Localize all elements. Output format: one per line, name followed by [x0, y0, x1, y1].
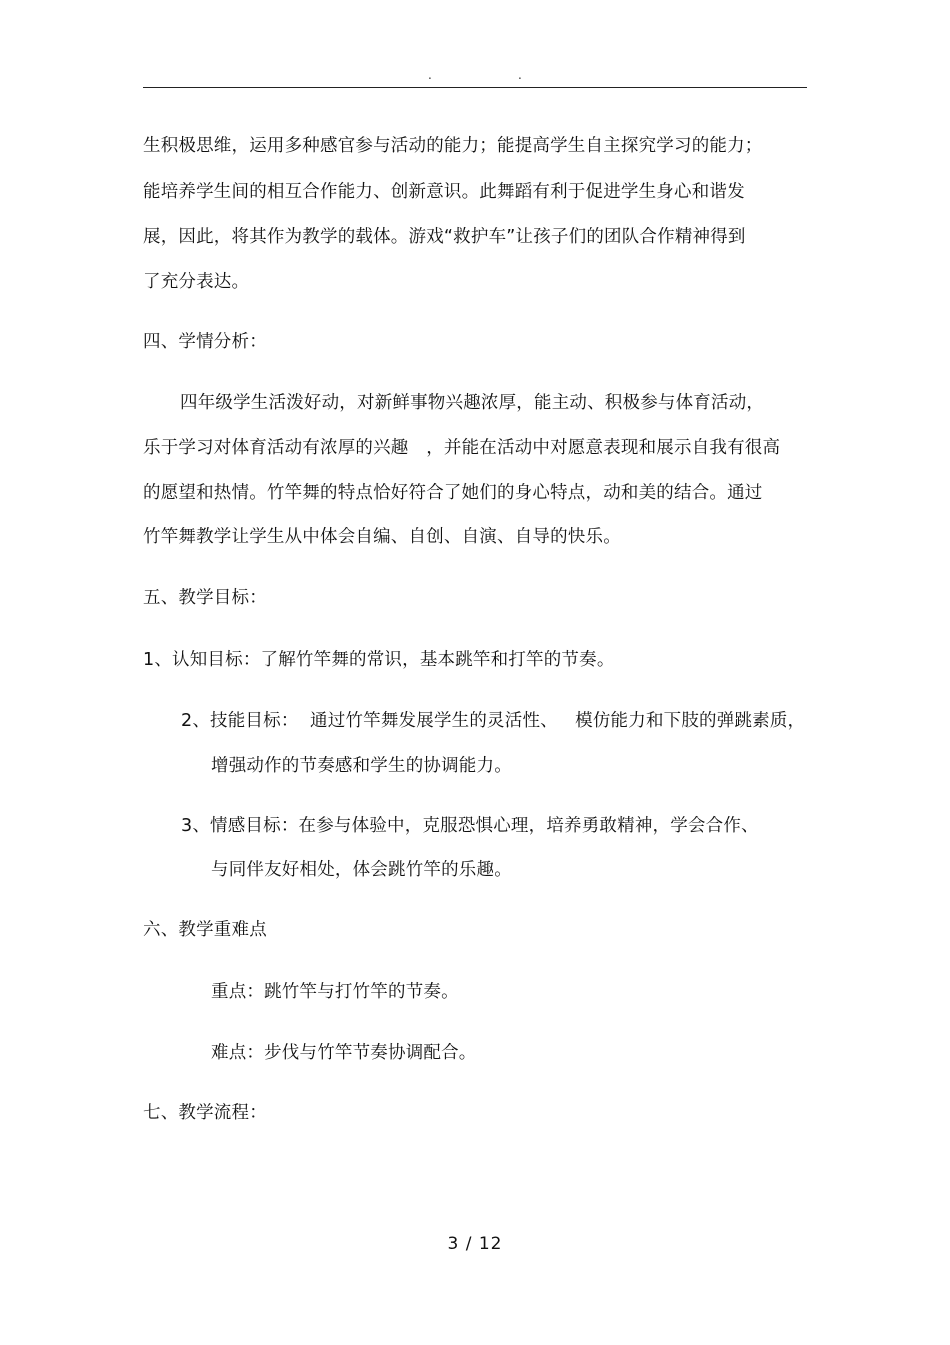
section-heading-learner-analysis: 四、学情分析：	[143, 332, 267, 352]
header-dot-left: .	[428, 68, 432, 82]
paragraph-line: 四年级学生活泼好动，对新鲜事物兴趣浓厚，能主动、积极参与体育活动，	[180, 393, 765, 413]
page-number: 3 / 12	[447, 1234, 503, 1254]
goal-cognitive: 1、认知目标：了解竹竿舞的常识，基本跳竿和打竿的节奏。	[143, 650, 615, 670]
header-dot-right: .	[518, 68, 522, 82]
difficulty-point: 难点：步伐与竹竿节奏协调配合。	[211, 1043, 477, 1063]
section-heading-teaching-process: 七、教学流程：	[143, 1103, 267, 1123]
goal-skill-continued: 增强动作的节奏感和学生的协调能力。	[211, 756, 512, 776]
paragraph-line: 生积极思维，运用多种感官参与活动的能力；能提高学生自主探究学习的能力；	[143, 136, 763, 156]
paragraph-line: 乐于学习对体育活动有浓厚的兴趣 ，并能在活动中对愿意表现和展示自我有很高	[143, 438, 781, 458]
paragraph-line: 竹竿舞教学让学生从中体会自编、自创、自演、自导的快乐。	[143, 527, 621, 547]
goal-emotional: 3、情感目标：在参与体验中，克服恐惧心理，培养勇敢精神，学会合作、	[181, 816, 759, 836]
paragraph-line: 的愿望和热情。竹竿舞的特点恰好符合了她们的身心特点，动和美的结合。通过	[143, 483, 763, 503]
section-heading-teaching-goals: 五、教学目标：	[143, 588, 267, 608]
goal-skill: 2、技能目标： 通过竹竿舞发展学生的灵活性、 模仿能力和下肢的弹跳素质，	[181, 711, 806, 731]
key-point: 重点：跳竹竿与打竹竿的节奏。	[211, 982, 459, 1002]
paragraph-line: 能培养学生间的相互合作能力、创新意识。此舞蹈有利于促进学生身心和谐发	[143, 182, 745, 202]
paragraph-line: 展，因此，将其作为教学的载体。游戏“救护车”让孩子们的团队合作精神得到	[143, 227, 746, 247]
header-divider	[143, 87, 807, 88]
section-heading-key-difficulties: 六、教学重难点	[143, 920, 267, 940]
paragraph-line: 了充分表达。	[143, 272, 250, 292]
goal-emotional-continued: 与同伴友好相处，体会跳竹竿的乐趣。	[211, 860, 512, 880]
